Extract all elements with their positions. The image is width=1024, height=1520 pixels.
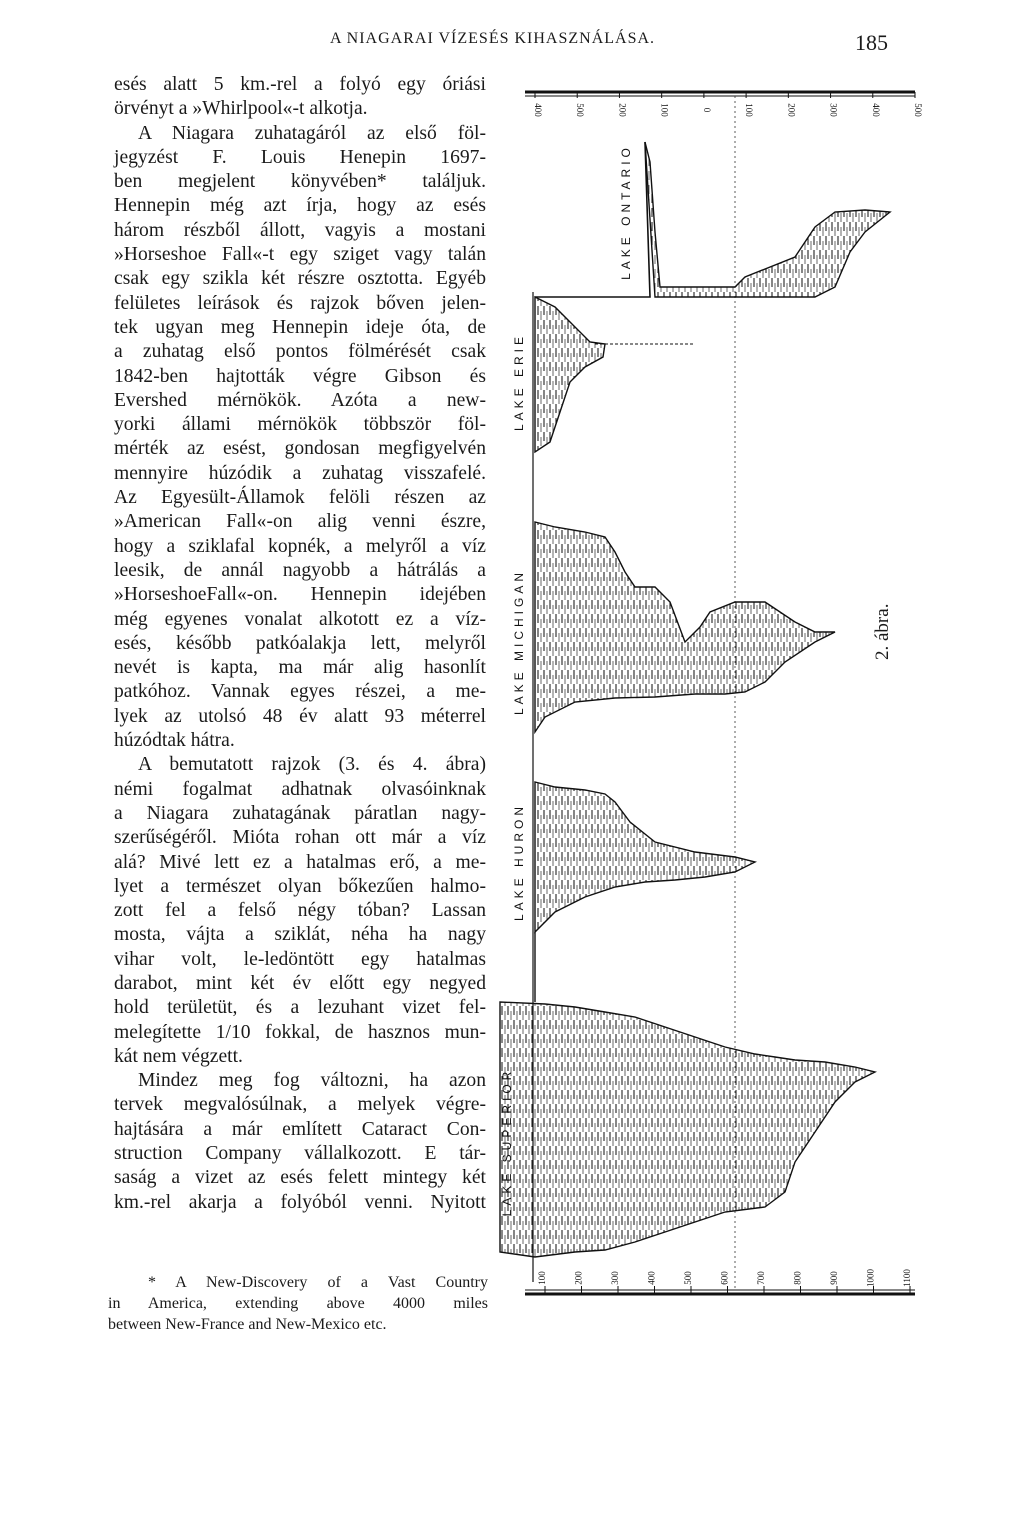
scale-tick-label: 100 (744, 103, 755, 117)
scale-tick-label: 300 (610, 1271, 620, 1285)
scale-tick-label: 500 (913, 103, 923, 117)
lake-label: LAKE SUPERIOR (500, 1067, 514, 1217)
text-line: lyet a természet olyan bőkezűen halmo- (114, 875, 486, 897)
text-line: a Niagara zuhatagának páratlan nagy- (114, 802, 486, 824)
scale-tick-label: 200 (617, 103, 628, 117)
body-text-column (114, 73, 486, 1215)
scale-tick-label: 200 (786, 103, 797, 117)
text-line: mérték az esést, gondosan megfigyelvén (114, 438, 486, 460)
text-line: A Niagara zuhatagáról az első föl- (138, 122, 486, 144)
text-line: hold területüt, és a lezuhant vizet fel- (114, 997, 486, 1019)
lake-label: LAKE HURON (512, 802, 526, 922)
text-line: alá? Mivé lett ez a hatalmas erő, a me- (114, 851, 486, 873)
text-line: örvényt a »Whirlpool«-t alkotja. (114, 98, 368, 120)
bottom-scale (525, 1269, 915, 1295)
text-line: melegítette 1/10 fokkal, de hasznos mun- (114, 1021, 486, 1043)
text-line: húzódtak hátra. (114, 730, 235, 752)
text-line: esés, később patkóalakja lett, melyről (114, 632, 486, 654)
text-line: a zuhatag első pontos fölmérését csak (114, 341, 486, 363)
scale-tick-label: 200 (573, 1271, 584, 1285)
text-line: tek ugyan meg Hennepin ideje óta, de (114, 316, 486, 338)
scale-tick-label: 100 (659, 103, 670, 117)
text-line: kát nem végzett. (114, 1045, 243, 1067)
top-scale (525, 92, 923, 117)
text-line: yorki állami mérnökök többször föl- (114, 414, 486, 436)
footnote-line: between New-France and New-Mexico etc. (108, 1316, 387, 1333)
scale-tick-label: 400 (533, 103, 543, 117)
text-line: némi fogalmat adhatnak olvasóinknak (114, 778, 486, 800)
lake-ontario-profile (645, 142, 890, 297)
text-line: km.-rel akarja a folyóból venni. Nyitott (114, 1191, 486, 1213)
footnote-line: in America, extending above 4000 miles (108, 1295, 488, 1312)
text-line: csak egy szikla két részre osztotta. Egyéb (114, 268, 486, 290)
scale-tick-label: 500 (683, 1271, 693, 1285)
text-line: leesik, de annál nagyobb a hátrálás a (114, 559, 486, 581)
scale-tick-label: 300 (828, 103, 839, 117)
scale-tick-label: 700 (756, 1271, 766, 1285)
lake-label: LAKE ONTARIO (619, 144, 633, 280)
text-line: ben megjelent könyvében* találjuk. (114, 171, 486, 193)
text-line: felületes leírások és rajzok bőven jelen- (114, 292, 486, 314)
lake-huron-profile (535, 782, 755, 932)
text-line: mennyire húzódik a zuhatag visszafelé. (114, 462, 486, 484)
text-line: »American Fall«-on alig venni észre, (114, 511, 486, 533)
text-line: nevét is kapta, ma már alig hasonlít (114, 657, 486, 679)
text-line: három részből állott, vagyis a mostani (114, 219, 486, 241)
text-line: Az Egyesült-Államok felöli részen az (114, 487, 486, 509)
text-line: struction Company vállalkozott. E tár- (114, 1143, 486, 1165)
scale-tick-label: 800 (792, 1271, 803, 1285)
text-line: Evershed mérnökök. Azóta a new- (114, 389, 486, 411)
lake-superior-profile (500, 1002, 875, 1257)
scale-tick-label: 400 (646, 1271, 657, 1285)
scale-tick-label: 100 (537, 1271, 547, 1285)
text-line: Hennepin még azt írja, hogy az esés (114, 195, 486, 217)
text-line: lyek az utolsó 48 év alatt 93 méterrel (114, 705, 486, 727)
text-line: darabot, mint két év előtt egy negyed (114, 972, 486, 994)
running-title: A NIAGARAI VÍZESÉS KIHASZNÁLÁSA. (330, 30, 656, 47)
lake-erie-profile (535, 297, 605, 452)
page-number: 185 (855, 30, 888, 55)
text-line: zott fel a felső négy tóban? Lassan (114, 900, 486, 922)
lake-label: LAKE MICHIGAN (512, 568, 526, 716)
text-line: hajtására a már említett Cataract Con- (114, 1118, 486, 1140)
scale-tick-label: 600 (719, 1271, 730, 1285)
text-line: »HorseshoeFall«-on. Hennepin idejében (114, 584, 486, 606)
scale-tick-label: 1100 (902, 1269, 912, 1287)
scale-tick-label: 900 (829, 1271, 839, 1285)
text-line: hogy a sziklafal kopnék, a melyről a víz (114, 535, 486, 557)
figure-caption: 2. ábra. (872, 603, 893, 660)
text-line: A bemutatott rajzok (3. és 4. ábra) (138, 754, 486, 776)
text-line: saság a vizet az esés felett mintegy két (114, 1167, 486, 1189)
great-lakes-profile-figure (495, 82, 925, 1302)
lake-label: LAKE ERIE (512, 332, 526, 432)
profile-diagram (495, 82, 925, 1302)
scale-tick-label: 0 (701, 107, 712, 113)
text-line: tervek megvalósúlnak, a melyek végre- (114, 1094, 486, 1116)
text-line: szerűségéről. Mióta rohan ott már a víz (114, 827, 486, 849)
text-line: még egyenes vonalat alkotott ez a víz- (114, 608, 486, 630)
text-line: 1842-ben hajtották végre Gibson és (114, 365, 486, 387)
text-line: mosta, vájta a sziklát, néha ha nagy (114, 924, 486, 946)
footnote (108, 1272, 488, 1335)
scale-tick-label: 400 (870, 103, 881, 117)
text-line: »Horseshoe Fall«-t egy sziget vagy talán (114, 244, 486, 266)
text-line: esés alatt 5 km.-rel a folyó egy óriási (114, 74, 486, 95)
text-line: jegyzést F. Louis Henepin 1697- (114, 146, 486, 168)
footnote-line: * A New-Discovery of a Vast Country (148, 1274, 488, 1291)
text-line: vihar volt, le-ledöntött egy hatalmas (114, 948, 486, 970)
text-line: patkóhoz. Vannak egyes részei, a me- (114, 681, 486, 703)
scale-tick-label: 1000 (865, 1269, 876, 1287)
scale-tick-label: 500 (575, 103, 586, 117)
lake-michigan-profile (535, 522, 835, 732)
text-line: Mindez meg fog változni, ha azon (138, 1070, 486, 1092)
